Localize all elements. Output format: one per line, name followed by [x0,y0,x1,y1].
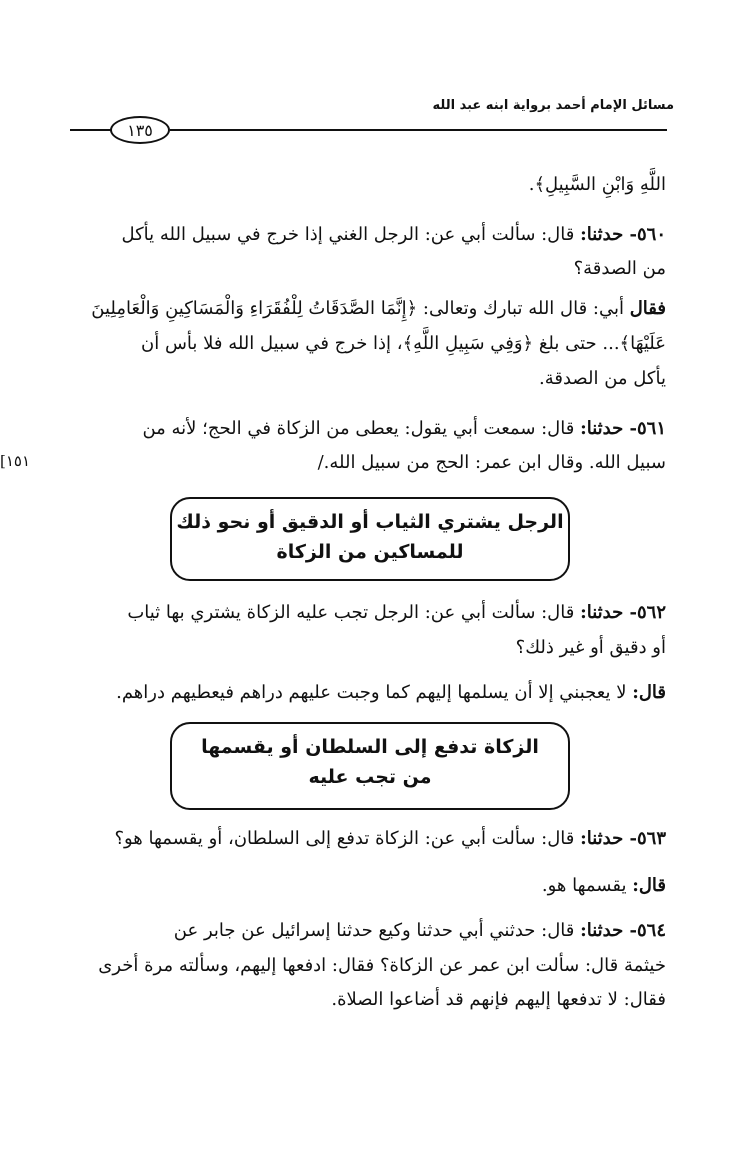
header-rule-left [70,129,112,131]
paragraph-564-line-1 [174,920,666,941]
paragraph-text: قال: سألت أبي عن: الرجل تجب عليه الزكاة يشتري بها ثياب [127,602,575,623]
paragraph-560-line-2: من الصدقة؟ [573,258,666,279]
paragraph-564-line-3: فقال: لا تدفعها إليهم فإنهم قد أضاعوا الصلاة. [331,989,666,1010]
paragraph-text: قال: سألت أبي عن: الرجل الغني إذا خرج في سبيل الله يأكل [121,224,575,245]
paragraph-text: قال: سألت أبي عن: الزكاة تدفع إلى السلطان، أو يقسمها هو؟ [114,828,575,849]
hadith-heading: - حدثنا: [580,828,637,849]
hadith-number: ٥٦٠ [636,224,666,245]
hadith-heading: - حدثنا: [580,602,637,623]
hadith-heading: - حدثنا: [580,418,637,439]
hadith-number: ٥٦٢ [636,602,666,623]
hadith-number: ٥٦١ [636,418,666,439]
header-rule-right [170,129,667,131]
paragraph-560-line-1 [121,224,666,245]
hadith-heading: - حدثنا: [580,224,637,245]
section-heading-line-1: الزكاة تدفع إلى السلطان أو يقسمها [201,736,539,758]
paragraph-text: قال: حدثني أبي حدثنا وكيع حدثنا إسرائيل عن جابر عن [173,920,575,941]
section-heading-line-1: الرجل يشتري الثياب أو الدقيق أو نحو ذلك [176,511,564,533]
answer-560-line-2: عَلَيْهَا﴾... حتى بلغ ﴿وَفِي سَبِيلِ اللَّهِ﴾، إذا خرج في سبيل الله فلا بأس أن [141,333,666,354]
answer-562 [116,682,666,703]
paragraph-561-line-1 [142,418,666,439]
section-heading-line-2: للمساكين من الزكاة [276,541,464,563]
answer-563 [542,875,666,896]
answer-lead: فقال [629,298,666,319]
answer-lead: قال: [632,875,666,896]
answer-text: لا يعجبني إلا أن يسلمها إليهم كما وجبت عليهم دراهم فيعطيهم دراهم. [116,682,633,703]
answer-560-line-3: يأكل من الصدقة. [538,368,666,389]
hadith-heading: - حدثنا: [580,920,637,941]
answer-lead: قال: [632,682,666,703]
page-number: ١٣٥ [110,116,170,144]
section-heading-line-2: من تجب عليه [308,766,432,788]
paragraph-562-line-1 [127,602,666,623]
hadith-number: ٥٦٣ [636,828,666,849]
paragraph-562-line-2: أو دقيق أو غير ذلك؟ [515,637,666,658]
answer-text: أبي: قال الله تبارك وتعالى: ﴿إِنَّمَا الصَّدَقَاتُ لِلْفُقَرَاءِ وَالْمَسَاكِينِ وَالْعَامِلِينَ [91,298,630,319]
verse-continuation: اللَّهِ وَابْنِ السَّبِيلِ﴾. [528,174,666,195]
running-title: مسائل الإمام أحمد برواية ابنه عبد الله [432,98,674,113]
answer-text: يقسمها هو. [541,875,633,896]
section-heading-box [170,722,570,810]
hadith-number: ٥٦٤ [636,920,666,941]
answer-560-line-1 [91,298,666,319]
section-heading-box [170,497,570,581]
paragraph-564-line-2: خيثمة قال: سألت ابن عمر عن الزكاة؟ فقال: ادفعها إليهم، وسألته مرة أخرى [98,955,666,976]
paragraph-561-line-2: سبيل الله. وقال ابن عمر: الحج من سبيل الله./ [317,452,666,473]
paragraph-563 [114,828,666,849]
margin-page-reference: [١٥١ [0,452,31,470]
paragraph-text: قال: سمعت أبي يقول: يعطى من الزكاة في الحج؛ لأنه من [142,418,575,439]
